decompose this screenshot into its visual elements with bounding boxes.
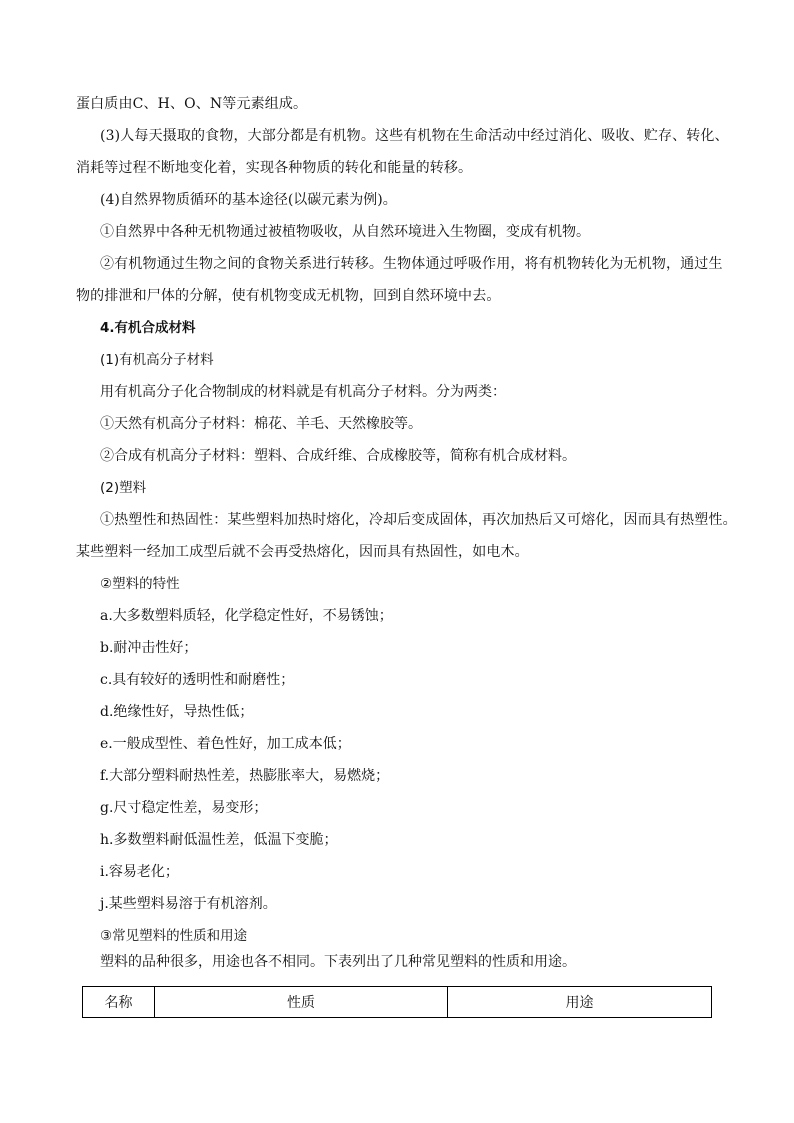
paragraph-thermoset: 某些塑料一经加工成型后就不会再受热熔化，因而具有热固性，如电木。: [76, 544, 529, 560]
paragraph-food-organics: (3)人每天摄取的食物，大部分都是有机物。这些有机物在生命活动中经过消化、吸收、贮存、转化、: [100, 128, 729, 144]
subheading-polymer-materials: (1)有机高分子材料: [100, 352, 214, 368]
list-item-j: j.某些塑料易溶于有机溶剂。: [100, 896, 277, 912]
subheading-plastics: (2)塑料: [100, 480, 147, 496]
paragraph-synthetic-polymers: ②合成有机高分子材料：塑料、合成纤维、合成橡胶等，简称有机合成材料。: [100, 448, 576, 464]
table-header-property: 性质: [155, 987, 448, 1018]
paragraph-table-intro: 塑料的品种很多，用途也各不相同。下表列出了几种常见塑料的性质和用途。: [100, 954, 576, 970]
paragraph-cycle-step-1: ①自然界中各种无机物通过被植物吸收，从自然环境进入生物圈，变成有机物。: [100, 224, 590, 240]
list-item-g: g.尺寸稳定性差，易变形；: [100, 800, 268, 816]
list-item-a: a.大多数塑料质轻，化学稳定性好，不易锈蚀；: [100, 608, 393, 624]
list-item-f: f.大部分塑料耐热性差，热膨胀率大，易燃烧；: [100, 768, 390, 784]
section-heading-synthetic-materials: 4.有机合成材料: [100, 320, 196, 336]
list-item-e: e.一般成型性、着色性好，加工成本低；: [100, 736, 351, 752]
table-header-name: 名称: [83, 987, 155, 1018]
paragraph-carbon-cycle: (4)自然界物质循环的基本途径(以碳元素为例)。: [100, 192, 397, 208]
paragraph-cycle-step-2: ②有机物通过生物之间的食物关系进行转移。生物体通过呼吸作用，将有机物转化为无机物，通过生: [100, 256, 723, 272]
list-item-b: b.耐冲击性好；: [100, 640, 198, 656]
paragraph-food-organics-cont: 消耗等过程不断地变化着，实现各种物质的转化和能量的转移。: [76, 160, 473, 176]
list-item-d: d.绝缘性好，导热性低；: [100, 704, 254, 720]
subheading-common-plastics: ③常见塑料的性质和用途: [100, 928, 248, 944]
list-item-i: i.容易老化；: [100, 864, 179, 880]
paragraph-thermoplastic: ①热塑性和热固性：某些塑料加热时熔化，冷却后变成固体，再次加热后又可熔化，因而具有热塑性。: [100, 512, 737, 528]
paragraph-natural-polymers: ①天然有机高分子材料：棉花、羊毛、天然橡胶等。: [100, 416, 422, 432]
table-header-usage: 用途: [448, 987, 712, 1018]
list-item-h: h.多数塑料耐低温性差，低温下变脆；: [100, 832, 338, 848]
paragraph-protein-elements: 蛋白质由C、H、O、N等元素组成。: [76, 96, 308, 112]
paragraph-cycle-step-2-cont: 物的排泄和尸体的分解，使有机物变成无机物，回到自然环境中去。: [76, 288, 501, 304]
list-item-c: c.具有较好的透明性和耐磨性；: [100, 672, 295, 688]
table-header-row: [83, 987, 712, 1018]
subheading-plastic-properties: ②塑料的特性: [100, 576, 180, 592]
plastics-table: [82, 986, 712, 1018]
paragraph-polymer-definition: 用有机高分子化合物制成的材料就是有机高分子材料。分为两类：: [100, 384, 506, 400]
